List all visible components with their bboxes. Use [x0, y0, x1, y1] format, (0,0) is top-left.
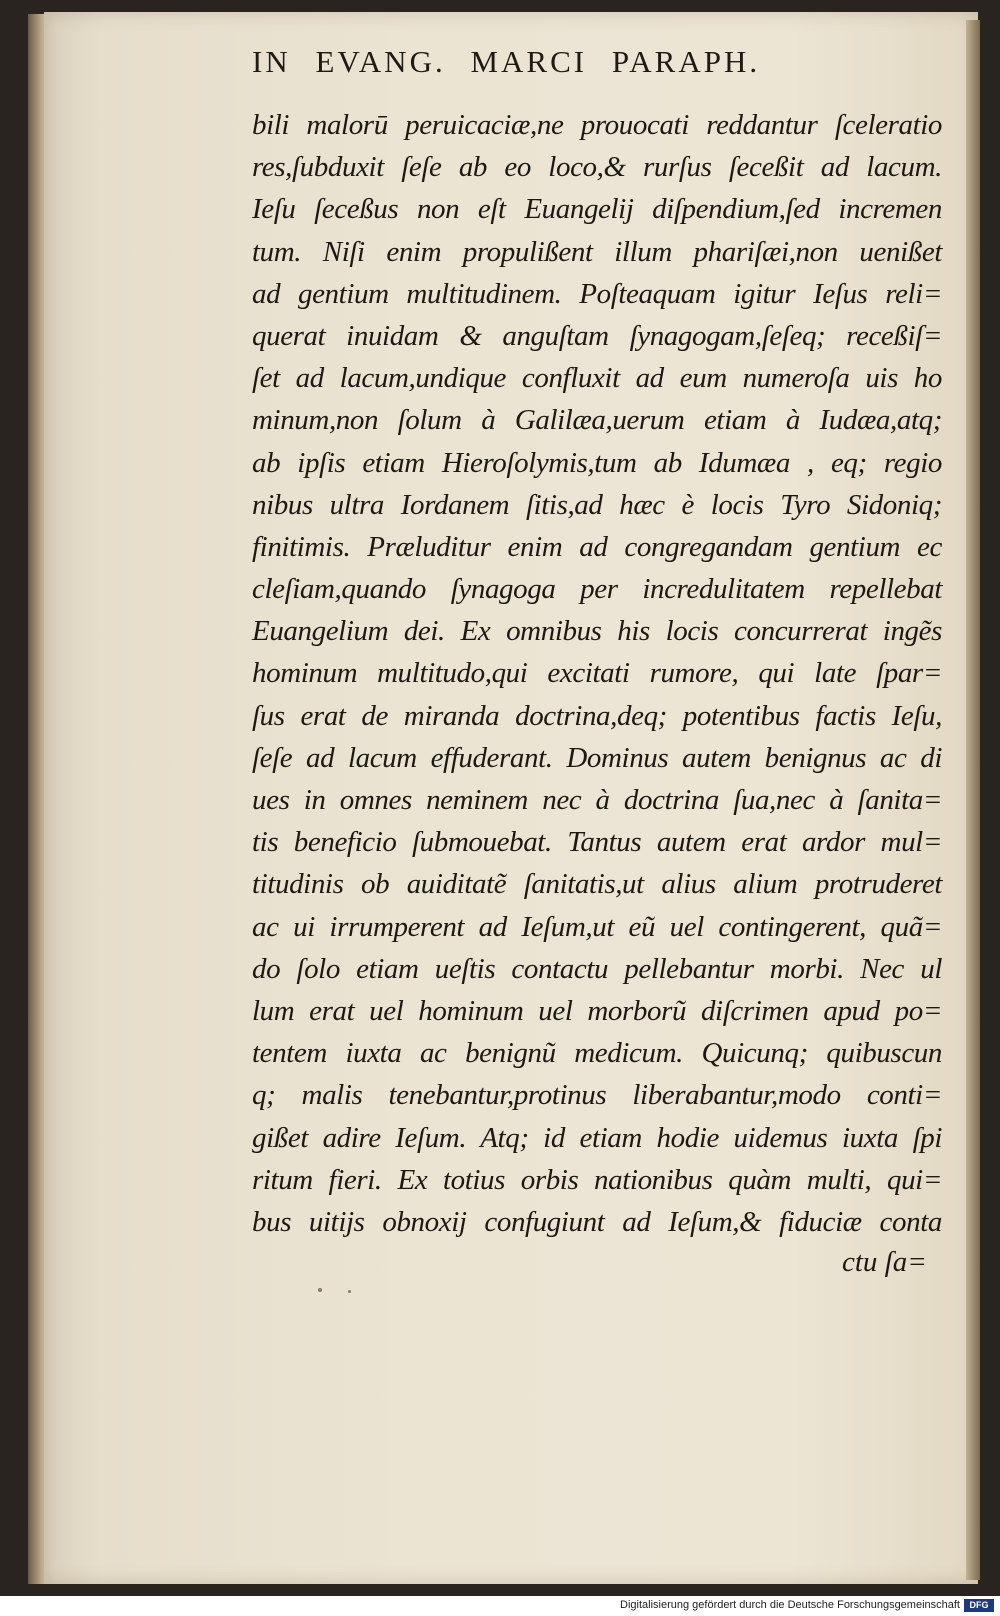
text-line: hominum multitudo,qui excitati rumore, qui late ſpar= — [252, 657, 942, 690]
paper-speck — [318, 1288, 322, 1292]
footer-credit: Digitalisierung gefördert durch die Deutsche Forschungsgemeinschaft — [620, 1599, 960, 1611]
text-line: Euangelium dei. Ex omnibus his locis concurrerat ingẽs — [252, 615, 942, 648]
text-line: tum. Niſi enim propulißent illum phariſæi,non uenißet — [252, 235, 942, 268]
running-head-word: EVANG. — [315, 44, 446, 79]
running-head-word: MARCI — [470, 44, 588, 79]
text-line: finitimis. Præluditur enim ad congregandam gentium ec — [252, 530, 942, 563]
text-line: ad gentium multitudinem. Poſteaquam igitur Ieſus reli= — [252, 277, 942, 310]
text-line: do ſolo etiam ueſtis contactu pellebantur morbi. Nec ul — [252, 952, 942, 985]
text-line: bus uitijs obnoxij confugiunt ad Ieſum,& fiduciæ conta — [252, 1205, 942, 1238]
catchword: ctu ſa= — [842, 1246, 927, 1278]
text-line: nibus ultra Iordanem ſitis,ad hæc è locis Tyro Sidoniq; — [252, 488, 942, 521]
running-head-word: PARAPH. — [611, 44, 761, 79]
running-head — [252, 44, 912, 80]
text-line: tentem iuxta ac benignũ medicum. Quicunq; quibuscun — [252, 1037, 942, 1070]
text-line: Ieſu ſeceßus non eſt Euangelij diſpendium,ſed incremen — [252, 193, 942, 226]
text-line: titudinis ob auiditatẽ ſanitatis,ut alius alium protruderet — [252, 868, 942, 901]
text-line: lum erat uel hominum uel morborũ diſcrimen apud po= — [252, 994, 942, 1027]
text-line: ues in omnes neminem nec à doctrina ſua,nec à ſanita= — [252, 784, 942, 816]
text-line: ſet ad lacum,undique confluxit ad eum numeroſa uis ho — [252, 362, 942, 395]
text-line: ſeſe ad lacum effuderant. Dominus autem benignus ac di — [252, 741, 942, 774]
page-edge — [966, 20, 980, 1580]
text-line: ritum fieri. Ex totius orbis nationibus quàm multi, qui= — [252, 1163, 942, 1196]
body-text — [252, 104, 942, 1243]
text-line: ab ipſis etiam Hieroſolymis,tum ab Idumæa , eq; regio — [252, 446, 942, 479]
text-line: q; malis tenebantur,protinus liberabantur,modo conti= — [252, 1079, 942, 1112]
text-line: bili malorū peruicaciæ,ne prouocati reddantur ſceleratio — [252, 109, 942, 141]
text-line: tis beneficio ſubmouebat. Tantus autem erat ardor mul= — [252, 826, 942, 859]
running-head-word: IN — [252, 44, 291, 79]
text-line: cleſiam,quando ſynagoga per incredulitatem repellebat — [252, 573, 942, 606]
text-line: gißet adire Ieſum. Atq; id etiam hodie uidemus iuxta ſpi — [252, 1121, 942, 1154]
dfg-logo: DFG — [964, 1599, 994, 1612]
text-line: ac ui irrumperent ad Ieſum,ut eũ uel contingerent, quã= — [252, 910, 942, 943]
text-line: querat inuidam & anguſtam ſynagogam,ſeſeq; receßiſ= — [252, 319, 942, 352]
text-line: minum,non ſolum à Galilæa,uerum etiam à Iudæa,atq; — [252, 404, 942, 437]
text-line: res,ſubduxit ſeſe ab eo loco,& rurſus ſeceßit ad lacum. — [252, 151, 942, 184]
paper-speck — [348, 1290, 351, 1293]
text-line: ſus erat de miranda doctrina,deq; potentibus factis Ieſu, — [252, 699, 942, 732]
